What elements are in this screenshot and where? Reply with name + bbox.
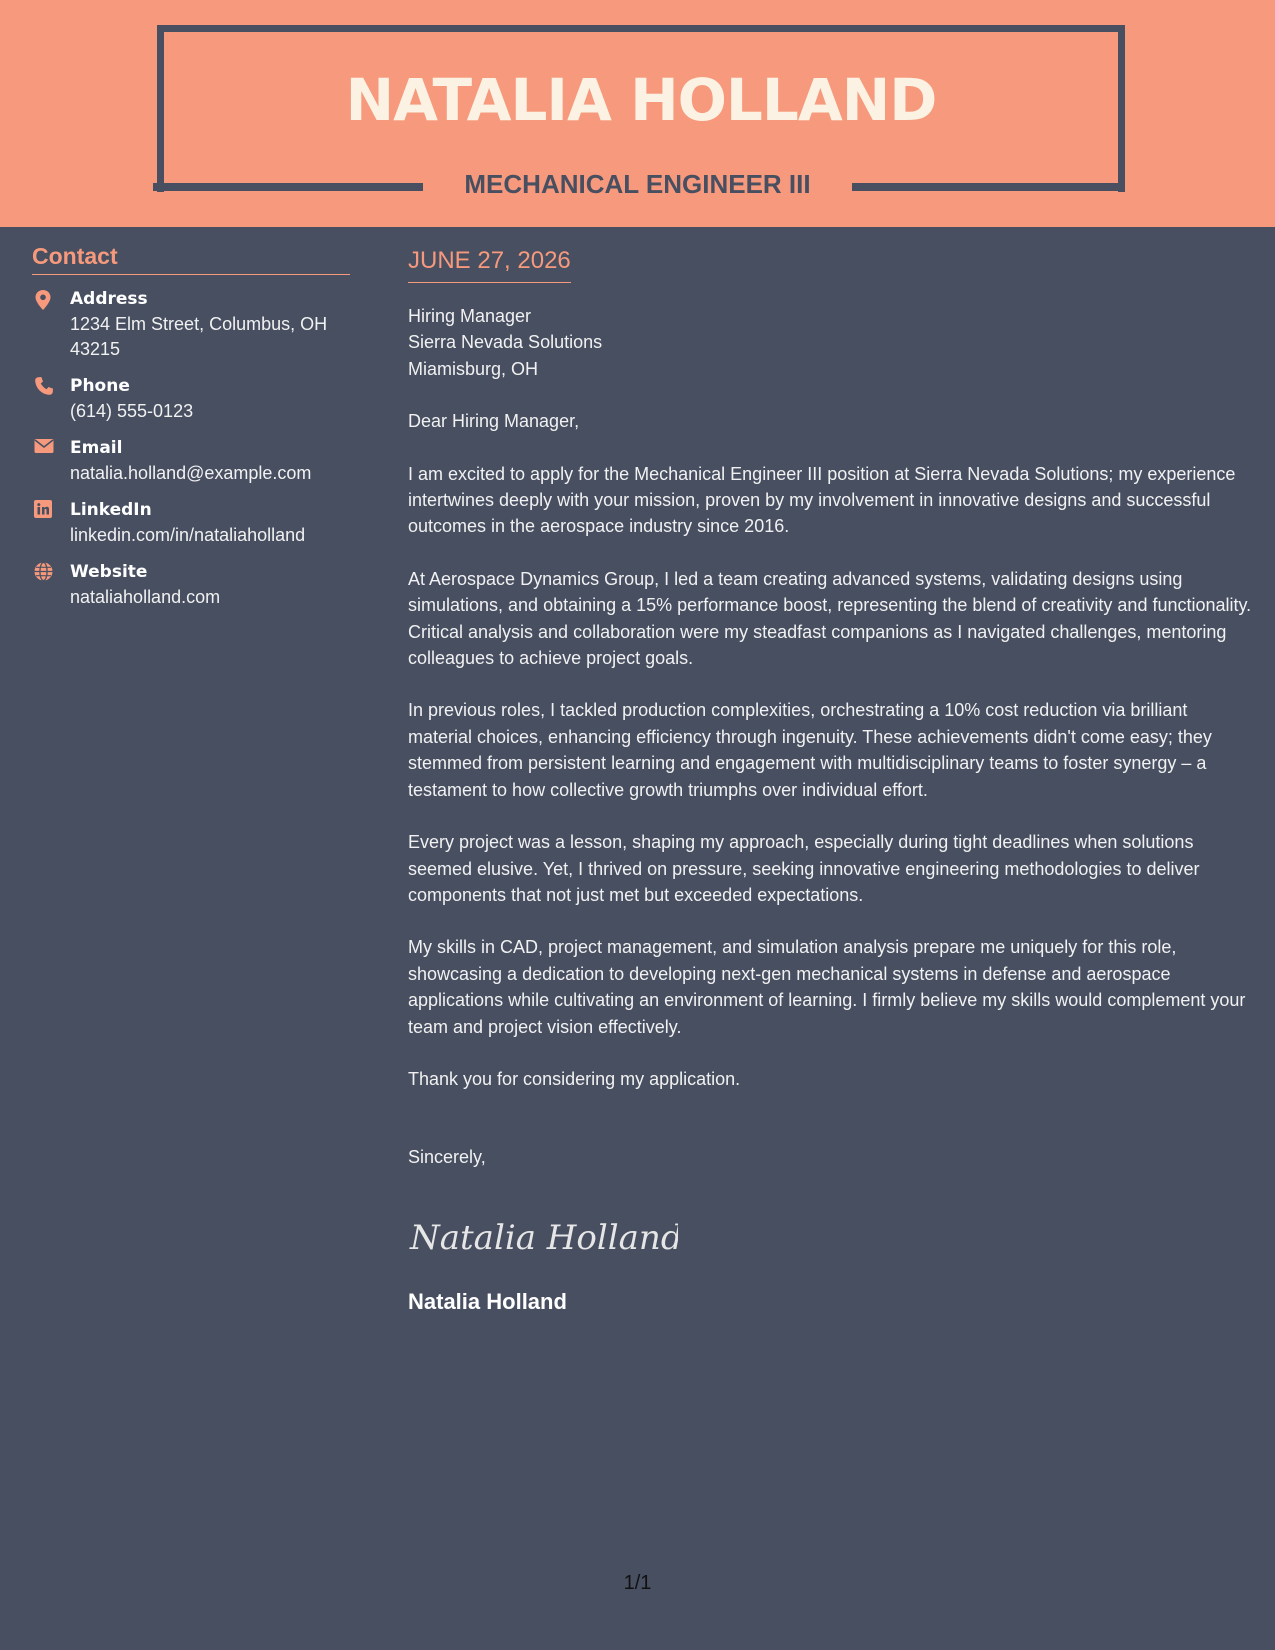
contact-item-linkedin: [32, 498, 350, 548]
contact-item-address: [32, 287, 350, 362]
envelope-icon: [34, 438, 56, 460]
paragraph: I am excited to apply for the Mechanical Engineer III position at Sierra Nevada Solutions; my experience intertwines deeply with your mission, proven by my involvement in innovative designs and successful outcomes in the aerospace industry since 2016.: [408, 463, 1236, 537]
salutation: Dear Hiring Manager,: [408, 411, 580, 432]
contact-label-email: Email: [70, 438, 123, 458]
letter-date: JUNE 27, 2026: [408, 244, 571, 283]
contact-list: [32, 287, 350, 610]
contact-label-linkedin: LinkedIn: [70, 500, 152, 520]
phone-icon: [34, 376, 56, 398]
header-banner: [0, 0, 1275, 227]
map-pin-icon: [34, 289, 56, 311]
header-frame-bottom-left: [153, 183, 423, 191]
page-number: 1/1: [623, 1572, 652, 1594]
contact-value-phone: (614) 555-0123: [70, 401, 194, 421]
applicant-name: NATALIA HOLLAND: [345, 66, 937, 134]
contact-item-email: [32, 436, 350, 486]
contact-value-website[interactable]: nataliaholland.com: [70, 587, 221, 607]
contact-heading: Contact: [32, 240, 350, 275]
contact-value-linkedin[interactable]: linkedin.com/in/nataliaholland: [70, 525, 306, 545]
paragraph: Thank you for considering my application.: [408, 1068, 741, 1089]
signature-script: Natalia Holland: [410, 1217, 678, 1258]
contact-label-address: Address: [70, 289, 148, 309]
globe-icon: [34, 562, 56, 584]
contact-value-email: natalia.holland@example.com: [70, 463, 312, 483]
contact-sidebar: [32, 240, 350, 622]
contact-item-phone: [32, 374, 350, 424]
recipient-block: [408, 303, 1253, 382]
paragraph: My skills in CAD, project management, and simulation analysis prepare me uniquely for this role, showcasing a dedication to developing next-gen mechanical systems in defense and aerospace applications while cultivating an environment of learning. I firmly believe my skills would complement your team and project vision effectively.: [408, 937, 1246, 1037]
recipient-line: Hiring Manager: [408, 306, 532, 326]
recipient-line: Sierra Nevada Solutions: [408, 332, 603, 353]
job-title: MECHANICAL ENGINEER III: [464, 169, 811, 199]
recipient-line: Miamisburg, OH: [408, 358, 539, 379]
handwritten-signature: [408, 1211, 1253, 1263]
paragraph: In previous roles, I tackled production complexities, orchestrating a 10% cost reduction via brilliant material choices, enhancing efficiency through ingenuity. These achievements didn't come easy; they stemmed from persistent learning and engagement with multidisciplinary teams to foster synergy – a testament to how collective growth triumphs over individual effort.: [408, 700, 1212, 800]
contact-label-website: Website: [70, 562, 148, 582]
header-frame-bottom-right: [852, 183, 1122, 191]
letter-body: [408, 244, 1253, 1317]
contact-item-website: [32, 560, 350, 610]
contact-label-phone: Phone: [70, 376, 130, 396]
paragraph: At Aerospace Dynamics Group, I led a team creating advanced systems, validating designs using simulations, and obtaining a 15% performance boost, representing the blend of creativity and functionality. Critical analysis and collaboration were my steadfast companions as I navigated challenges, mentoring colleagues to achieve project goals.: [408, 568, 1252, 669]
linkedin-icon: [34, 500, 56, 522]
contact-value-address: 1234 Elm Street, Columbus, OH 43215: [70, 314, 328, 359]
closing: Sincerely,: [408, 1147, 486, 1168]
paragraph: Every project was a lesson, shaping my approach, especially during tight deadlines when solutions seemed elusive. Yet, I thrived on pressure, seeking innovative engineering methodologies to deliver components that not just met but exceeded expectations.: [408, 832, 1200, 905]
signature-name: Natalia Holland: [408, 1288, 567, 1314]
